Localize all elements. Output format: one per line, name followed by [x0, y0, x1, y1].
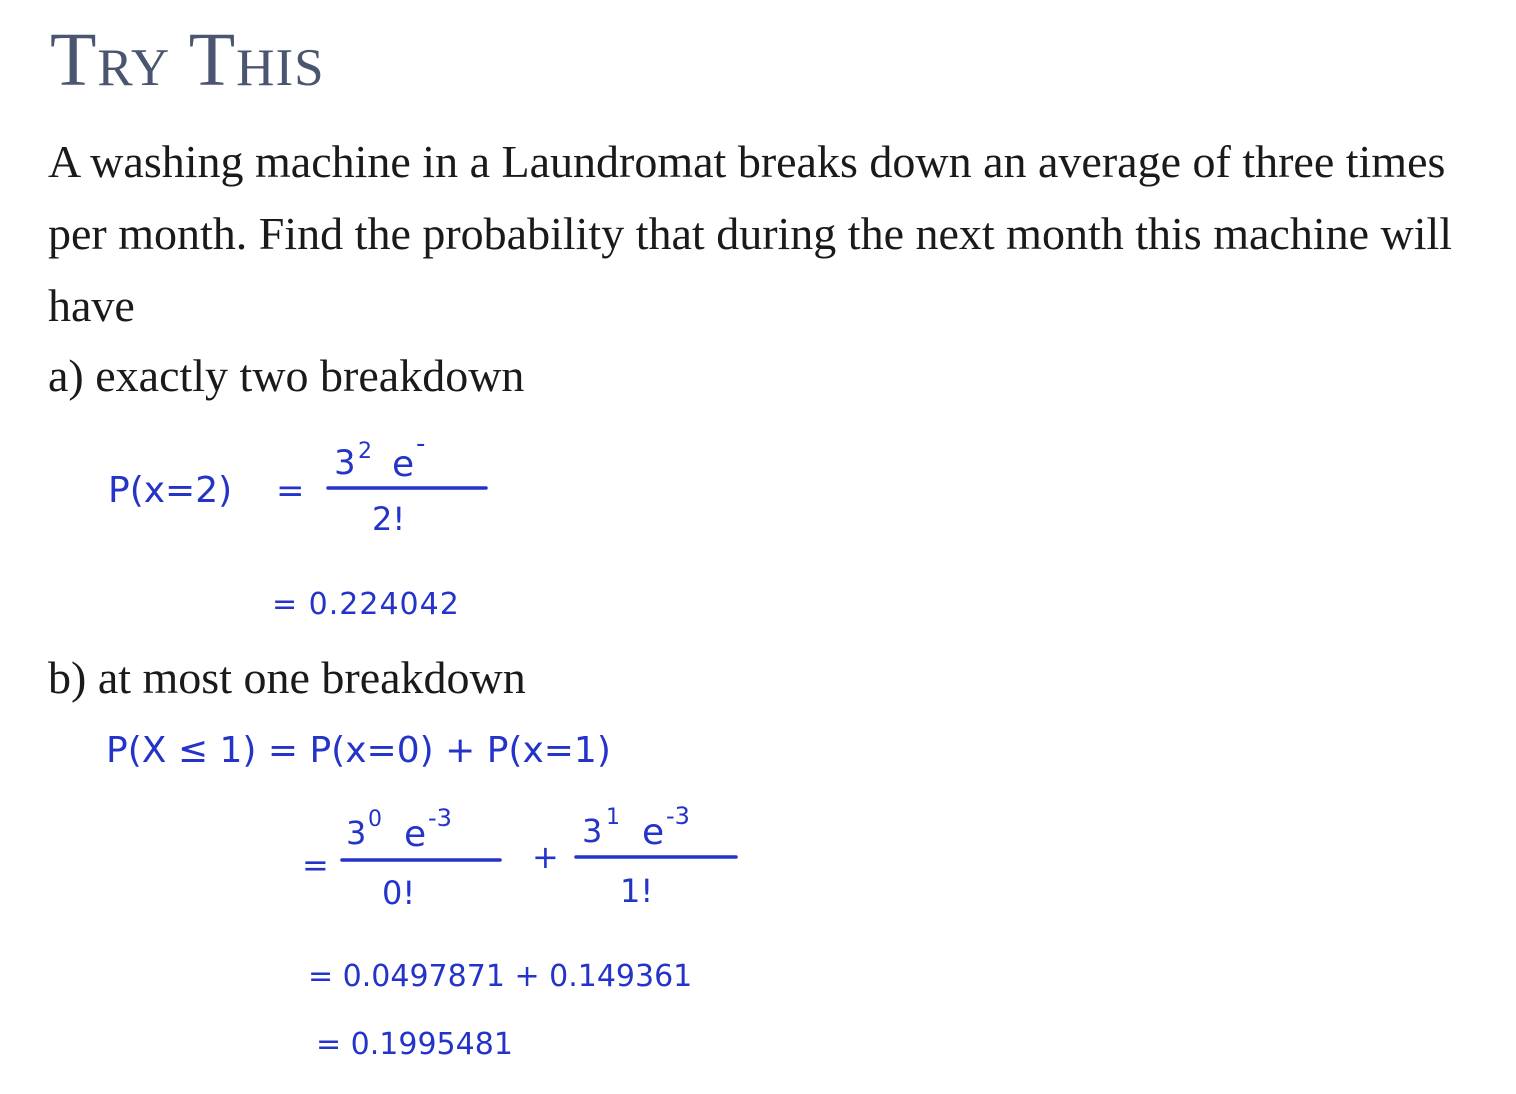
part-b-equals: = — [302, 846, 329, 884]
part-b-line1: P(X ≤ 1) = P(x=0) + P(x=1) — [106, 730, 611, 771]
part-b-frac2-base-exponent: 1 — [606, 805, 620, 830]
part-a-result: = 0.224042 — [272, 587, 460, 622]
part-b-line4: = 0.1995481 — [316, 1027, 513, 1062]
part-b-label: b) at most one breakdown — [48, 652, 526, 703]
part-a-numerator-base-exponent: 2 — [358, 439, 372, 464]
part-a-numerator-e: e — [392, 444, 415, 485]
part-a-numerator-base: 3 — [334, 443, 356, 483]
part-b-frac2-base: 3 — [582, 812, 603, 850]
part-b-solution — [106, 730, 736, 1062]
part-a-lhs: P(x=2) — [108, 470, 233, 511]
part-b-frac1-base-exponent: 0 — [368, 807, 382, 832]
part-a-label: a) exactly two breakdown — [48, 350, 525, 401]
problem-statement: A washing machine in a Laundromat breaks down an average of three times per month. Find the probability that during the next month this machine will have — [48, 136, 1453, 331]
section-heading: Try This — [50, 18, 325, 102]
part-b-frac1-base: 3 — [346, 814, 367, 852]
part-b-plus: + — [532, 838, 559, 876]
part-b-frac2-denominator: 1! — [620, 872, 654, 910]
part-a-numerator-e-exponent: - — [416, 429, 426, 459]
part-b-frac2-e-exponent: -3 — [666, 802, 690, 830]
part-a-denominator: 2! — [372, 500, 406, 538]
part-b-line3: = 0.0497871 + 0.149361 — [308, 959, 693, 994]
part-b-frac1-e: e — [404, 814, 427, 855]
part-a-equals: = — [276, 471, 305, 511]
part-b-frac2-e: e — [642, 812, 665, 853]
part-a-solution — [108, 429, 486, 622]
part-b-frac1-denominator: 0! — [382, 874, 416, 912]
part-b-frac1-e-exponent: -3 — [428, 804, 452, 832]
